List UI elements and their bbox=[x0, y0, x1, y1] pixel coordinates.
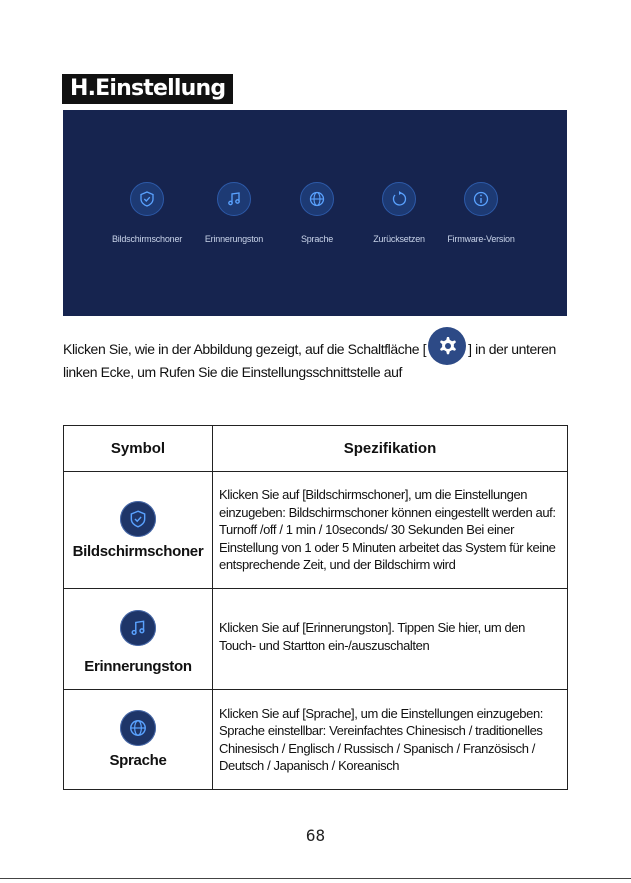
intro-text-after: ] in der unteren linken Ecke, um Rufen Sie die Einstellungsschnittstelle auf bbox=[63, 341, 556, 380]
screen-item-label: Erinnerungston bbox=[204, 234, 264, 244]
spec-cell: Klicken Sie auf [Bildschirmschoner], um die Einstellungen einzugeben: Bildschirmschoner können eingestellt werden auf: Turnoff /off / 1 min / 10seconds/ 30 Sekunden Bei einer Einstellung von 1 oder 5 Minuten arbeitet das System für keine entsprechende Zeit, und der Bildschirm wird bbox=[213, 472, 568, 589]
screen-item-label: Firmware-Version bbox=[447, 234, 515, 244]
info-icon bbox=[464, 182, 498, 216]
intro-paragraph bbox=[63, 338, 573, 384]
header-spec: Spezifikation bbox=[213, 426, 568, 472]
spec-cell: Klicken Sie auf [Erinnerungston]. Tippen Sie hier, um den Touch- und Startton ein-/auszuschalten bbox=[213, 589, 568, 690]
page-number: 68 bbox=[305, 826, 326, 845]
intro-text-before: Klicken Sie, wie in der Abbildung gezeigt, auf die Schaltfläche [ bbox=[63, 341, 427, 357]
table-header-row bbox=[64, 426, 568, 472]
table-row bbox=[64, 690, 568, 790]
screen-item-label: Sprache bbox=[300, 234, 334, 244]
table-row bbox=[64, 472, 568, 589]
section-heading: H.Einstellung bbox=[62, 74, 233, 104]
symbol-cell bbox=[64, 690, 213, 790]
symbol-cell bbox=[64, 589, 213, 690]
music-note-icon bbox=[120, 610, 156, 646]
symbol-name: Erinnerungston bbox=[84, 657, 192, 675]
settings-table bbox=[63, 425, 568, 790]
screen-item-firmware bbox=[431, 182, 531, 244]
spec-cell: Klicken Sie auf [Sprache], um die Einstellungen einzugeben: Sprache einstellbar: Vereinfachtes Chinesisch / traditionelles Chinesisch / Englisch / Russisch / Spanisch / Französisch / Deutsch / Japanisch / Koreanisch bbox=[213, 690, 568, 790]
screen-item-label: Zurücksetzen bbox=[373, 234, 425, 244]
shield-check-icon bbox=[130, 182, 164, 216]
music-note-icon bbox=[217, 182, 251, 216]
symbol-name: Sprache bbox=[109, 752, 167, 769]
table-row bbox=[64, 589, 568, 690]
globe-icon bbox=[300, 182, 334, 216]
shield-check-icon bbox=[120, 501, 156, 537]
gear-icon bbox=[428, 327, 466, 365]
settings-screen-illustration bbox=[63, 110, 567, 316]
header-symbol: Symbol bbox=[64, 426, 213, 472]
screen-item-screensaver bbox=[97, 182, 197, 244]
reset-icon bbox=[382, 182, 416, 216]
symbol-name: Bildschirmschoner bbox=[72, 542, 204, 560]
symbol-cell bbox=[64, 472, 213, 589]
globe-icon bbox=[120, 710, 156, 746]
bottom-divider bbox=[0, 878, 631, 879]
screen-item-label: Bildschirmschoner bbox=[111, 234, 183, 244]
